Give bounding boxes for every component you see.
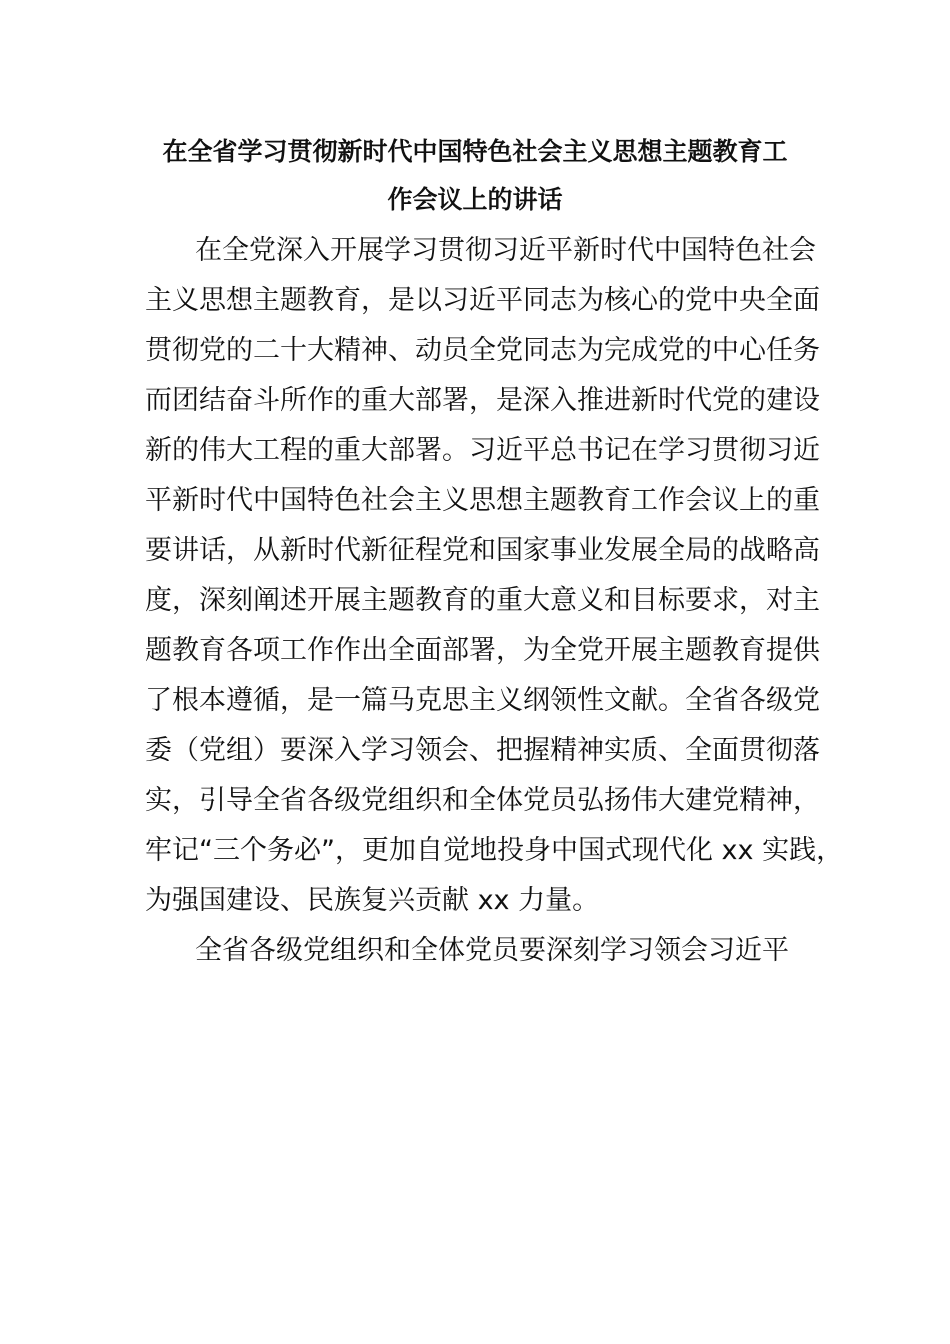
paragraph-1-line-10: 了根本遵循，是一篇马克思主义纲领性文献。全省各级党 [145,685,820,716]
paragraph-1-line-1: 在全党深入开展学习贯彻习近平新时代中国特色社会 [195,235,816,266]
document-title-line-2: 作会议上的讲话 [387,185,563,214]
paragraph-1-line-13: 牢记“三个务必”，更加自觉地投身中国式现代化 xx 实践， [145,835,844,866]
paragraph-1-line-8: 度，深刻阐述开展主题教育的重大意义和目标要求，对主 [145,585,820,616]
paragraph-2-line-1: 全省各级党组织和全体党员要深刻学习领会习近平 [195,935,789,966]
paragraph-1-line-4: 而团结奋斗所作的重大部署，是深入推进新时代党的建设 [145,385,820,416]
paragraph-1-line-14: 为强国建设、民族复兴贡献 xx 力量。 [145,885,600,916]
paragraph-1-line-9: 题教育各项工作作出全面部署，为全党开展主题教育提供 [145,635,820,666]
paragraph-1-line-5: 新的伟大工程的重大部署。习近平总书记在学习贯彻习近 [145,435,820,466]
paragraph-1-line-6: 平新时代中国特色社会主义思想主题教育工作会议上的重 [145,485,820,516]
paragraph-1-line-12: 实，引导全省各级党组织和全体党员弘扬伟大建党精神， [145,785,820,816]
paragraph-1-line-7: 要讲话，从新时代新征程党和国家事业发展全局的战略高 [145,535,820,566]
paragraph-1-line-2: 主义思想主题教育，是以习近平同志为核心的党中央全面 [145,285,820,316]
paragraph-1-line-3: 贯彻党的二十大精神、动员全党同志为完成党的中心任务 [145,335,820,366]
document-title-line-1: 在全省学习贯彻新时代中国特色社会主义思想主题教育工 [162,137,788,166]
paragraph-1-line-11: 委（党组）要深入学习领会、把握精神实质、全面贯彻落 [145,735,820,766]
